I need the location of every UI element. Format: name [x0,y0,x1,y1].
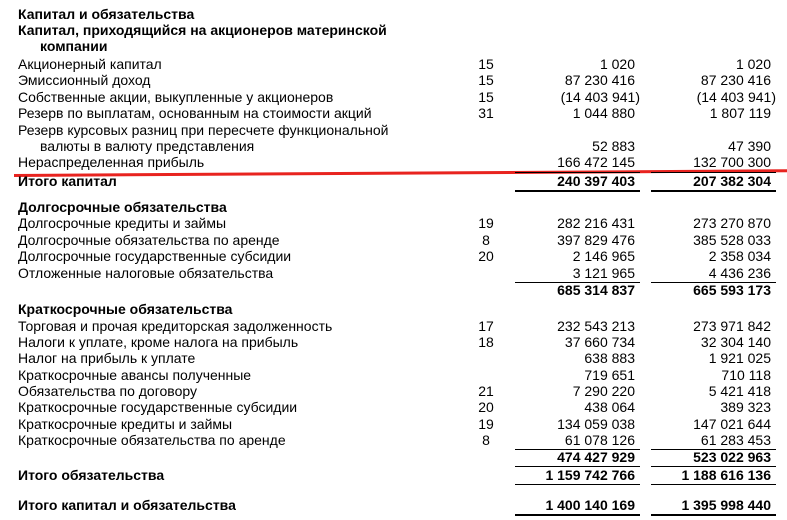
row-value-prior: 5 421 418 [708,383,771,399]
row-value-prior: 147 021 644 [693,416,771,432]
row-value-current: 438 064 [584,399,635,415]
row-note: 15 [478,72,494,88]
row-value-prior: 2 358 034 [708,248,771,264]
grand-total-prior: 1 395 998 440 [681,497,771,513]
total-double-rule [651,190,776,192]
subtotal-long-term-prior: 665 593 173 [693,282,771,298]
row-label: Долгосрочные кредиты и займы [18,215,227,231]
total-liabilities-current: 1 159 742 766 [545,467,635,483]
subtotal-short-term-current: 474 427 929 [557,449,635,465]
row-value-current: 166 472 145 [557,154,635,170]
row-value-current: 61 078 126 [564,432,635,448]
row-label: Эмиссионный доход [18,72,151,88]
grand-total-double-rule [515,514,640,516]
section-heading-long-term: Долгосрочные обязательства [18,199,227,215]
row-value-current: 1 044 880 [572,105,635,121]
total-equity-current: 240 397 403 [557,173,635,189]
subheading-parent-equity-line2: компании [40,38,108,54]
row-note: 17 [478,318,494,334]
row-value-current: 87 230 416 [564,72,635,88]
row-value-prior: 273 971 842 [693,318,771,334]
row-value-prior: 47 390 [728,138,771,154]
row-label: Краткосрочные авансы полученные [18,367,252,383]
grand-total-label: Итого капитал и обязательства [18,497,236,513]
row-value-prior: 87 230 416 [700,72,771,88]
row-value-current: 638 883 [584,350,635,366]
total-liabilities-label: Итого обязательства [18,467,165,483]
row-label: Акционерный капитал [18,56,162,72]
row-label: Краткосрочные кредиты и займы [18,416,233,432]
row-value-prior: 61 283 453 [700,432,771,448]
row-value-prior: 1 020 [735,56,771,72]
row-value-prior: 273 270 870 [693,215,771,231]
row-note: 31 [478,105,494,121]
row-note: 20 [478,399,494,415]
row-note: 20 [478,248,494,264]
row-value-current: 3 121 965 [572,265,635,281]
row-value-prior: 132 700 300 [693,154,771,170]
total-double-rule [515,190,640,192]
row-label: Резерв по выплатам, основанным на стоимости акций [18,105,372,121]
subtotal-rule [651,484,776,485]
row-value-current: 282 216 431 [557,215,635,231]
row-label: Краткосрочные государственные субсидии [18,399,298,415]
subtotal-rule [515,484,640,485]
grand-total-double-rule [651,514,776,516]
row-value-current: (14 403 941) [560,89,640,105]
row-value-prior: (14 403 941) [696,89,776,105]
section-heading-short-term: Краткосрочные обязательства [18,301,233,317]
row-note: 19 [478,215,494,231]
row-value-current: 7 290 220 [572,383,635,399]
row-label: Налог на прибыль к уплате [18,350,196,366]
row-label: Долгосрочные обязательства по аренде [18,232,280,248]
row-value-current: 397 829 476 [557,232,635,248]
section-heading-equity-and-liabilities: Капитал и обязательства [18,6,195,22]
row-value-prior: 710 118 [721,367,771,383]
row-note: 8 [482,232,490,248]
row-note: 8 [482,432,490,448]
row-value-current: 52 883 [592,138,635,154]
row-label-line1: Резерв курсовых разниц при пересчете функциональной [18,122,389,138]
row-label: Собственные акции, выкупленные у акционеров [18,89,334,105]
row-value-prior: 1 921 025 [708,350,771,366]
row-label: Долгосрочные государственные субсидии [18,248,292,264]
row-label-line2: валюты в валюту представления [40,138,255,154]
subheading-parent-equity-line1: Капитал, приходящийся на акционеров материнской [18,22,387,38]
row-value-current: 37 660 734 [564,334,635,350]
total-equity-label: Итого капитал [18,173,117,189]
subtotal-long-term-current: 685 314 837 [557,282,635,298]
row-label: Налоги к уплате, кроме налога на прибыль [18,334,299,350]
row-note: 15 [478,89,494,105]
row-value-current: 232 543 213 [557,318,635,334]
row-value-current: 134 059 038 [557,416,635,432]
row-label: Обязательства по договору [18,383,197,399]
row-value-prior: 1 807 119 [709,105,771,121]
row-label: Отложенные налоговые обязательства [18,265,274,281]
row-value-current: 2 146 965 [572,248,635,264]
grand-total-current: 1 400 140 169 [545,497,635,513]
total-equity-prior: 207 382 304 [693,173,771,189]
row-note: 15 [478,56,494,72]
row-note: 21 [478,383,494,399]
subtotal-short-term-prior: 523 022 963 [693,449,771,465]
row-note: 18 [478,334,494,350]
row-label: Торговая и прочая кредиторская задолженность [18,318,333,334]
row-value-prior: 389 323 [720,399,771,415]
row-value-current: 1 020 [599,56,635,72]
row-label: Краткосрочные обязательства по аренде [18,432,286,448]
row-value-prior: 4 436 236 [708,265,771,281]
row-note: 19 [478,416,494,432]
row-label: Нераспределенная прибыль [18,154,205,170]
row-value-prior: 385 528 033 [693,232,771,248]
row-value-prior: 32 304 140 [700,334,771,350]
total-liabilities-prior: 1 188 616 136 [681,467,771,483]
row-value-current: 719 651 [584,367,635,383]
